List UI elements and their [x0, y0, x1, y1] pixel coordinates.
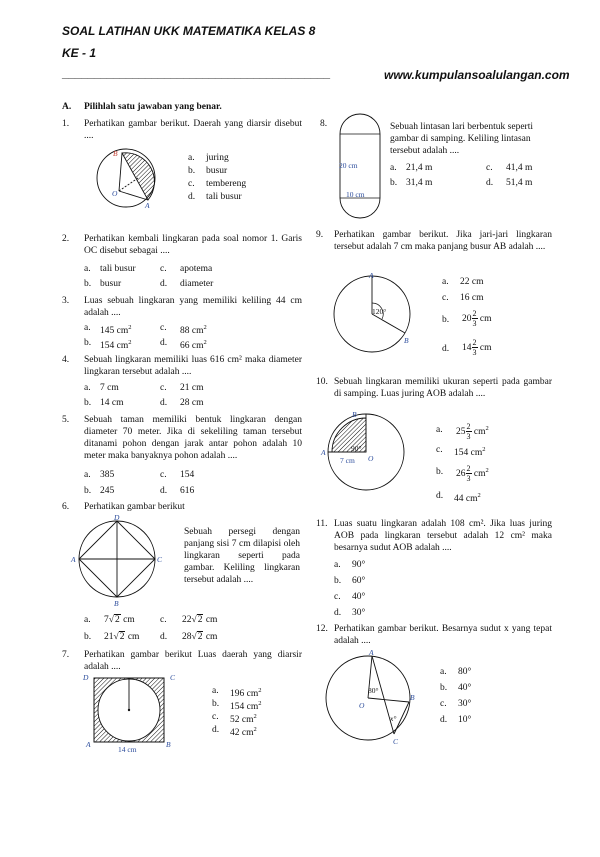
- doc-subtitle: KE - 1: [62, 46, 97, 60]
- q6-text: Perhatikan gambar berikut: [84, 502, 185, 512]
- q6-opt-a[interactable]: 7√2 cm: [104, 615, 135, 625]
- q7-text: Perhatikan gambar berikut Luas daerah yang diarsir adalah ....: [84, 650, 302, 672]
- q3-opt-b[interactable]: 154 $cm^2$: [100, 339, 132, 352]
- q11-opt-c[interactable]: 40°: [352, 592, 366, 602]
- q8-opt-c[interactable]: 41,4 m: [506, 163, 533, 173]
- q2-opt-c[interactable]: apotema: [180, 264, 213, 274]
- q10-label-b: B: [352, 410, 357, 419]
- q2-opt-a-label[interactable]: a.: [84, 264, 91, 274]
- q7-label-a: A: [86, 740, 91, 749]
- q11-opt-d[interactable]: 30°: [352, 608, 366, 618]
- q4-opt-c-label[interactable]: c.: [160, 383, 167, 393]
- q12-label-angle: 80°: [368, 686, 379, 695]
- q3-opt-d-label[interactable]: d.: [160, 338, 168, 348]
- q3-opt-a-label[interactable]: a.: [84, 323, 91, 333]
- q9-opt-d[interactable]: 14 $\frac{2}{3}$ cm: [462, 338, 492, 358]
- q9-number: 9.: [316, 230, 324, 240]
- q10-label-a: A: [321, 448, 326, 457]
- q1-opt-d[interactable]: tali busur: [206, 192, 242, 202]
- q7-figure: [80, 672, 186, 756]
- q9-label-b: B: [404, 336, 409, 345]
- q1-label-a: A: [145, 201, 150, 208]
- q10-opt-c-label[interactable]: c.: [436, 445, 443, 455]
- q7-label-side: 14 cm: [118, 745, 137, 754]
- section-label: A.: [62, 102, 72, 112]
- q7-opt-b[interactable]: 154 $cm^2$: [230, 700, 262, 713]
- q4-opt-d[interactable]: 28 cm: [180, 398, 204, 408]
- q9-opt-a-label[interactable]: a.: [442, 277, 449, 287]
- q10-text: Sebuah lingkaran memiliki ukuran seperti pada gambar di samping. Luas juring AOB adalah ....: [334, 377, 552, 399]
- q5-opt-d-label[interactable]: d.: [160, 486, 168, 496]
- q6-opt-a-label[interactable]: a.: [84, 615, 91, 625]
- q7-label-d: D: [83, 673, 89, 682]
- q8-opt-d[interactable]: 51,4 m: [506, 178, 533, 188]
- q4-number: 4.: [62, 355, 70, 365]
- section-instruction: Pilihlah satu jawaban yang benar.: [84, 102, 222, 112]
- q3-opt-c[interactable]: 88 $cm^2$: [180, 324, 207, 337]
- q8-label-width: 10 cm: [346, 190, 365, 199]
- q10-opt-b-label[interactable]: b.: [436, 467, 444, 477]
- q1-opt-b-label[interactable]: b.: [188, 166, 196, 176]
- q12-label-a: A: [369, 648, 374, 657]
- q6-opt-c-label[interactable]: c.: [160, 615, 167, 625]
- q5-opt-a[interactable]: 385: [100, 470, 115, 480]
- q4-text: Sebuah lingkaran memiliki luas 616 cm² maka diameter lingkaran tersebut adalah ....: [84, 355, 302, 377]
- q5-text: Sebuah taman memiliki bentuk lingkaran dengan diameter 70 meter. Jika di sekeliling taman tersebut ditanami pohon dengan jarak antar pohon adalah 10 meter maka banyaknya pohon adalah ....: [84, 415, 302, 461]
- q10-figure: [318, 408, 418, 500]
- q8-figure: [336, 112, 386, 220]
- q8-number: 8.: [320, 119, 328, 129]
- q7-opt-d-label[interactable]: d.: [212, 725, 220, 735]
- q9-text: Perhatikan gambar berikut. Jika jari-jari lingkaran tersebut adalah 7 cm maka panjang busur AB adalah ....: [334, 230, 552, 252]
- q11-opt-b[interactable]: 60°: [352, 576, 366, 586]
- q2-opt-b-label[interactable]: b.: [84, 279, 92, 289]
- q10-opt-d[interactable]: 44 $cm^2$: [454, 492, 481, 505]
- q7-opt-c-label[interactable]: c.: [212, 712, 219, 722]
- q7-opt-b-label[interactable]: b.: [212, 699, 220, 709]
- q10-label-radius: 7 cm: [340, 456, 355, 465]
- q6-opt-b-label[interactable]: b.: [84, 632, 92, 642]
- q4-opt-d-label[interactable]: d.: [160, 398, 168, 408]
- q9-opt-a[interactable]: 22 cm: [460, 277, 484, 287]
- q2-opt-d-label[interactable]: d.: [160, 279, 168, 289]
- q3-text: Luas sebuah lingkaran yang memiliki keliling 44 cm adalah ....: [84, 296, 302, 318]
- q10-opt-d-label[interactable]: d.: [436, 491, 444, 501]
- q8-label-height: 20 cm: [339, 161, 358, 170]
- q1-label-b: B: [113, 149, 118, 158]
- q6-description: Sebuah persegi dengan panjang sisi 7 cm dilapisi oleh lingkaran seperti pada gambar. Keliling lingkaran tersebut adalah ....: [184, 527, 300, 585]
- q12-opt-d[interactable]: 10°: [458, 715, 472, 725]
- q1-text: Perhatikan gambar berikut. Daerah yang diarsir disebut ....: [84, 119, 302, 141]
- q9-figure: [326, 270, 422, 358]
- q6-opt-c[interactable]: 22√2 cm: [182, 615, 218, 625]
- q6-opt-b[interactable]: 21√2 cm: [104, 632, 140, 642]
- q8-opt-d-label[interactable]: d.: [486, 178, 494, 188]
- q8-opt-c-label[interactable]: c.: [486, 163, 493, 173]
- q3-opt-b-label[interactable]: b.: [84, 338, 92, 348]
- q6-figure: [70, 512, 170, 608]
- q2-text: Perhatikan kembali lingkaran pada soal nomor 1. Garis OC disebut sebagai ....: [84, 234, 302, 256]
- q12-number: 12.: [316, 624, 328, 634]
- q11-opt-d-label[interactable]: d.: [334, 608, 342, 618]
- q1-opt-a-label[interactable]: a.: [188, 153, 195, 163]
- q10-label-angle: 90°: [351, 444, 362, 453]
- q2-opt-b[interactable]: busur: [100, 279, 122, 289]
- q4-opt-c[interactable]: 21 cm: [180, 383, 204, 393]
- q1-opt-b[interactable]: busur: [206, 166, 228, 176]
- q12-label-b: B: [410, 693, 415, 702]
- q9-opt-c-label[interactable]: c.: [442, 293, 449, 303]
- q12-opt-d-label[interactable]: d.: [440, 715, 448, 725]
- q5-opt-c[interactable]: 154: [180, 470, 195, 480]
- q1-opt-c[interactable]: tembereng: [206, 179, 247, 189]
- q3-opt-c-label[interactable]: c.: [160, 323, 167, 333]
- q1-opt-c-label[interactable]: c.: [188, 179, 195, 189]
- q6-opt-d[interactable]: 28√2 cm: [182, 632, 218, 642]
- q1-label-o: O: [112, 189, 118, 198]
- q11-opt-c-label[interactable]: c.: [334, 592, 341, 602]
- q10-opt-a-label[interactable]: a.: [436, 425, 443, 435]
- q1-opt-a[interactable]: juring: [206, 153, 229, 163]
- header-rule: __________________________________________: [62, 66, 330, 80]
- q12-label-c: C: [393, 737, 399, 746]
- q12-opt-b-label[interactable]: b.: [440, 683, 448, 693]
- q7-number: 7.: [62, 650, 70, 660]
- doc-title: SOAL LATIHAN UKK MATEMATIKA KELAS 8: [62, 24, 316, 38]
- q8-opt-a[interactable]: 21,4 m: [406, 163, 433, 173]
- q9-opt-b-label[interactable]: b.: [442, 315, 450, 325]
- q2-number: 2.: [62, 234, 70, 244]
- q12-opt-a-label[interactable]: a.: [440, 667, 447, 677]
- q9-opt-d-label[interactable]: d.: [442, 344, 450, 354]
- q6-number: 6.: [62, 502, 70, 512]
- q12-opt-a[interactable]: 80°: [458, 667, 472, 677]
- q12-text: Perhatikan gambar berikut. Besarnya sudut x yang tepat adalah ....: [334, 624, 552, 646]
- q7-opt-a[interactable]: 196 $cm^2$: [230, 687, 262, 700]
- q9-opt-c[interactable]: 16 cm: [460, 293, 484, 303]
- q2-opt-a[interactable]: tali busur: [100, 264, 136, 274]
- q3-number: 3.: [62, 296, 70, 306]
- q11-opt-b-label[interactable]: b.: [334, 576, 342, 586]
- q12-opt-b[interactable]: 40°: [458, 683, 472, 693]
- q5-opt-b[interactable]: 245: [100, 486, 115, 496]
- q12-label-o: O: [359, 701, 365, 710]
- q12-opt-c[interactable]: 30°: [458, 699, 472, 709]
- q10-opt-b[interactable]: 26 $\frac{2}{3}$ $cm^2$: [456, 464, 489, 484]
- q10-label-o: O: [368, 454, 374, 463]
- q1-opt-d-label[interactable]: d.: [188, 192, 196, 202]
- q8-opt-b[interactable]: 31,4 m: [406, 178, 433, 188]
- q8-opt-a-label[interactable]: a.: [390, 163, 397, 173]
- q4-opt-a[interactable]: 7 cm: [100, 383, 119, 393]
- q11-opt-a-label[interactable]: a.: [334, 560, 341, 570]
- q8-text: Sebuah lintasan lari berbentuk seperti gambar di samping. Keliling lintasan tersebut adalah ....: [390, 122, 533, 156]
- q12-label-x: x°: [390, 714, 397, 723]
- q6-label-a: A: [71, 555, 76, 564]
- q7-opt-a-label[interactable]: a.: [212, 686, 219, 696]
- q11-text: Luas suatu lingkaran adalah 108 cm². Jika luas juring AOB pada lingkaran tersebut adalah 12 cm² maka besarnya sudut AOB adalah ....: [334, 519, 552, 553]
- q11-number: 11.: [316, 519, 328, 529]
- q5-opt-d[interactable]: 616: [180, 486, 195, 496]
- q4-opt-b[interactable]: 14 cm: [100, 398, 124, 408]
- q5-number: 5.: [62, 415, 70, 425]
- q6-label-c: C: [157, 555, 163, 564]
- q9-label-a: A: [369, 271, 374, 280]
- q12-figure: [318, 646, 424, 750]
- q5-opt-c-label[interactable]: c.: [160, 470, 167, 480]
- q3-opt-d[interactable]: 66 $cm^2$: [180, 339, 207, 352]
- q3-opt-a[interactable]: 145 $cm^2$: [100, 324, 132, 337]
- q5-opt-a-label[interactable]: a.: [84, 470, 91, 480]
- q10-opt-a[interactable]: 25 $\frac{2}{3}$ $cm^2$: [456, 422, 489, 442]
- q7-label-b: B: [166, 740, 171, 749]
- q8-opt-b-label[interactable]: b.: [390, 178, 398, 188]
- q10-number: 10.: [316, 377, 328, 387]
- q7-opt-d[interactable]: 42 $cm^2$: [230, 726, 257, 739]
- q1-number: 1.: [62, 119, 70, 129]
- q4-opt-a-label[interactable]: a.: [84, 383, 91, 393]
- q6-label-b: B: [114, 599, 119, 608]
- website-link[interactable]: www.kumpulansoalulangan.com: [384, 68, 570, 82]
- q2-opt-c-label[interactable]: c.: [160, 264, 167, 274]
- q6-opt-d-label[interactable]: d.: [160, 632, 168, 642]
- q2-opt-d[interactable]: diameter: [180, 279, 214, 289]
- q7-opt-c[interactable]: 52 $cm^2$: [230, 713, 257, 726]
- q12-opt-c-label[interactable]: c.: [440, 699, 447, 709]
- q7-label-c: C: [170, 673, 176, 682]
- q6-label-d: D: [114, 513, 120, 522]
- q10-opt-c[interactable]: 154 $cm^2$: [454, 446, 486, 459]
- q1-figure: [78, 146, 178, 208]
- q4-opt-b-label[interactable]: b.: [84, 398, 92, 408]
- q5-opt-b-label[interactable]: b.: [84, 486, 92, 496]
- q9-opt-b[interactable]: 20 $\frac{2}{3}$ cm: [462, 309, 492, 329]
- q11-opt-a[interactable]: 90°: [352, 560, 366, 570]
- q9-label-angle: 120°: [372, 307, 387, 316]
